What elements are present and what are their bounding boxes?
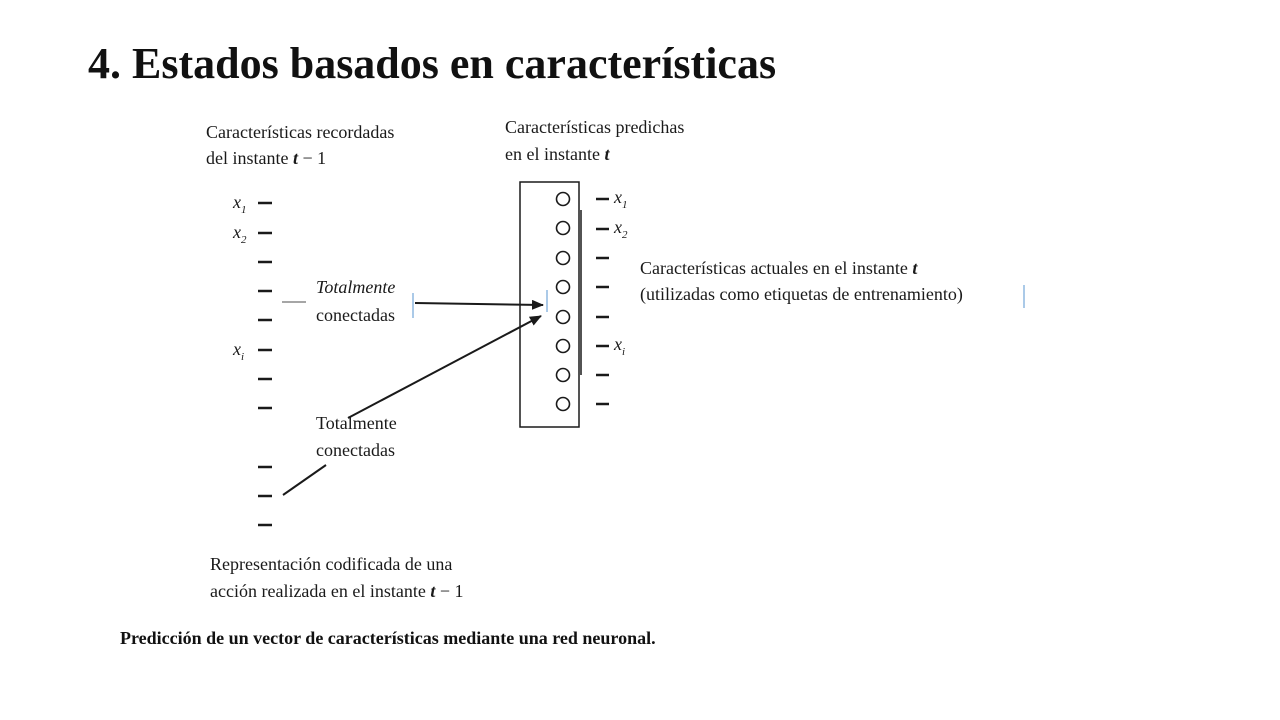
- output-neuron: [557, 340, 570, 353]
- output-neuron: [557, 369, 570, 382]
- right-var-x1: $x_1$: [614, 187, 628, 211]
- right-var-x2: $x_2$: [614, 217, 628, 241]
- output-neuron: [557, 222, 570, 235]
- arrow-to-network-2: [348, 316, 541, 418]
- bottom-label-line2: acción realizada en el instante t − 1: [210, 581, 464, 601]
- right-header-line1: Características predichas: [505, 117, 685, 137]
- output-neurons: [557, 193, 570, 411]
- right-header-line2: en el instante t: [505, 144, 610, 164]
- connection-label-2-line2: conectadas: [316, 440, 395, 460]
- left-var-x2: $x_2$: [233, 222, 247, 246]
- output-feature-dashes: [596, 199, 609, 404]
- connection-label-1-line1: Totalmente: [316, 277, 396, 297]
- bottom-label-line1: Representación codificada de una: [210, 554, 453, 574]
- left-header-line2: del instante t − 1: [206, 148, 327, 168]
- output-neuron: [557, 193, 570, 206]
- left-var-xi: $x_i$: [233, 339, 245, 363]
- actual-features-line1: Características actuales en el instante t: [640, 258, 918, 278]
- slide-title: 4. Estados basados en características: [88, 39, 777, 88]
- connection-line-bottom: [283, 465, 326, 495]
- connection-label-2-line1: Totalmente: [316, 413, 397, 433]
- output-neuron: [557, 398, 570, 411]
- output-neuron: [557, 311, 570, 324]
- output-neuron: [557, 281, 570, 294]
- right-var-xi: $x_i$: [614, 334, 626, 358]
- arrow-to-network-1: [415, 303, 543, 305]
- output-neuron: [557, 252, 570, 265]
- actual-features-line2: (utilizadas como etiquetas de entrenamiento): [640, 284, 963, 304]
- left-header-line1: Características recordadas: [206, 122, 395, 142]
- input-feature-dashes: [258, 203, 272, 525]
- figure-caption: Predicción de un vector de características mediante una red neuronal.: [120, 628, 656, 648]
- connection-label-1-line2: conectadas: [316, 305, 395, 325]
- left-var-x1: $x_1$: [233, 192, 247, 216]
